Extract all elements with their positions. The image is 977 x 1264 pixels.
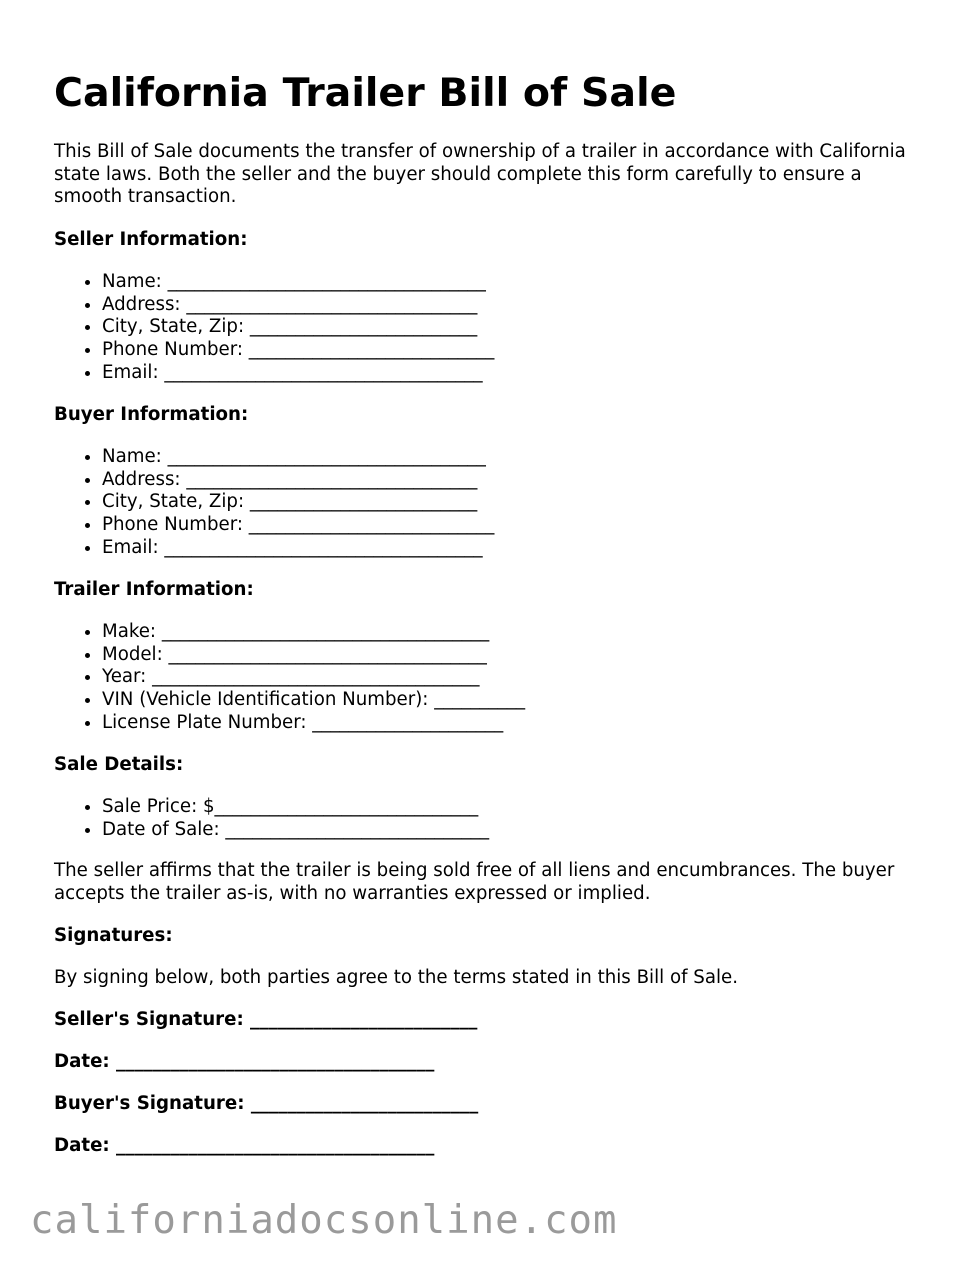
seller-heading: Seller Information:	[54, 229, 248, 250]
affirmation-paragraph: The seller affirms that the trailer is being sold free of all liens and encumbrances. The buyer accepts the trailer as-is, with no warranties expressed or implied.	[54, 860, 895, 904]
buyer-signature-field[interactable]: Buyer's Signature: _________________________	[54, 1093, 479, 1114]
buyer-list	[54, 446, 494, 560]
page-title: California Trailer Bill of Sale	[54, 70, 677, 116]
seller-signature-field[interactable]: Seller's Signature: _________________________	[54, 1009, 478, 1030]
watermark: californiadocsonline.com	[30, 1198, 618, 1243]
trailer-vin-field[interactable]: • VIN (Vehicle Identification Number): __________	[102, 689, 525, 712]
signatures-statement: By signing below, both parties agree to the terms stated in this Bill of Sale.	[54, 967, 739, 988]
seller-email-field[interactable]: • Email: ___________________________________	[102, 362, 494, 385]
sale-price-field[interactable]: • Sale Price: $_____________________________	[102, 796, 489, 819]
buyer-phone-field[interactable]: • Phone Number: ___________________________	[102, 514, 494, 537]
buyer-name-field[interactable]: • Name: ___________________________________	[102, 446, 494, 469]
buyer-date-field[interactable]: Date: ___________________________________	[54, 1135, 435, 1156]
intro-paragraph: This Bill of Sale documents the transfer of ownership of a trailer in accordance with California state laws. Both the seller and the buyer should complete this form carefully to ensure a smooth transaction.	[54, 141, 906, 208]
seller-name-field[interactable]: • Name: ___________________________________	[102, 271, 494, 294]
seller-list	[54, 271, 494, 385]
sale-list	[54, 796, 489, 841]
trailer-heading: Trailer Information:	[54, 579, 254, 600]
signatures-heading: Signatures:	[54, 925, 173, 946]
trailer-year-field[interactable]: • Year: ____________________________________	[102, 666, 525, 689]
sale-heading: Sale Details:	[54, 754, 184, 775]
buyer-heading: Buyer Information:	[54, 404, 249, 425]
buyer-email-field[interactable]: • Email: ___________________________________	[102, 537, 494, 560]
sale-date-field[interactable]: • Date of Sale: _____________________________	[102, 819, 489, 842]
seller-city-state-zip-field[interactable]: • City, State, Zip: _________________________	[102, 316, 494, 339]
trailer-list	[54, 621, 525, 735]
seller-phone-field[interactable]: • Phone Number: ___________________________	[102, 339, 494, 362]
seller-address-field[interactable]: • Address: ________________________________	[102, 294, 494, 317]
buyer-city-state-zip-field[interactable]: • City, State, Zip: _________________________	[102, 491, 494, 514]
seller-date-field[interactable]: Date: ___________________________________	[54, 1051, 435, 1072]
trailer-make-field[interactable]: • Make: ____________________________________	[102, 621, 525, 644]
trailer-license-plate-field[interactable]: • License Plate Number: _____________________	[102, 712, 525, 735]
buyer-address-field[interactable]: • Address: ________________________________	[102, 469, 494, 492]
trailer-model-field[interactable]: • Model: ___________________________________	[102, 644, 525, 667]
